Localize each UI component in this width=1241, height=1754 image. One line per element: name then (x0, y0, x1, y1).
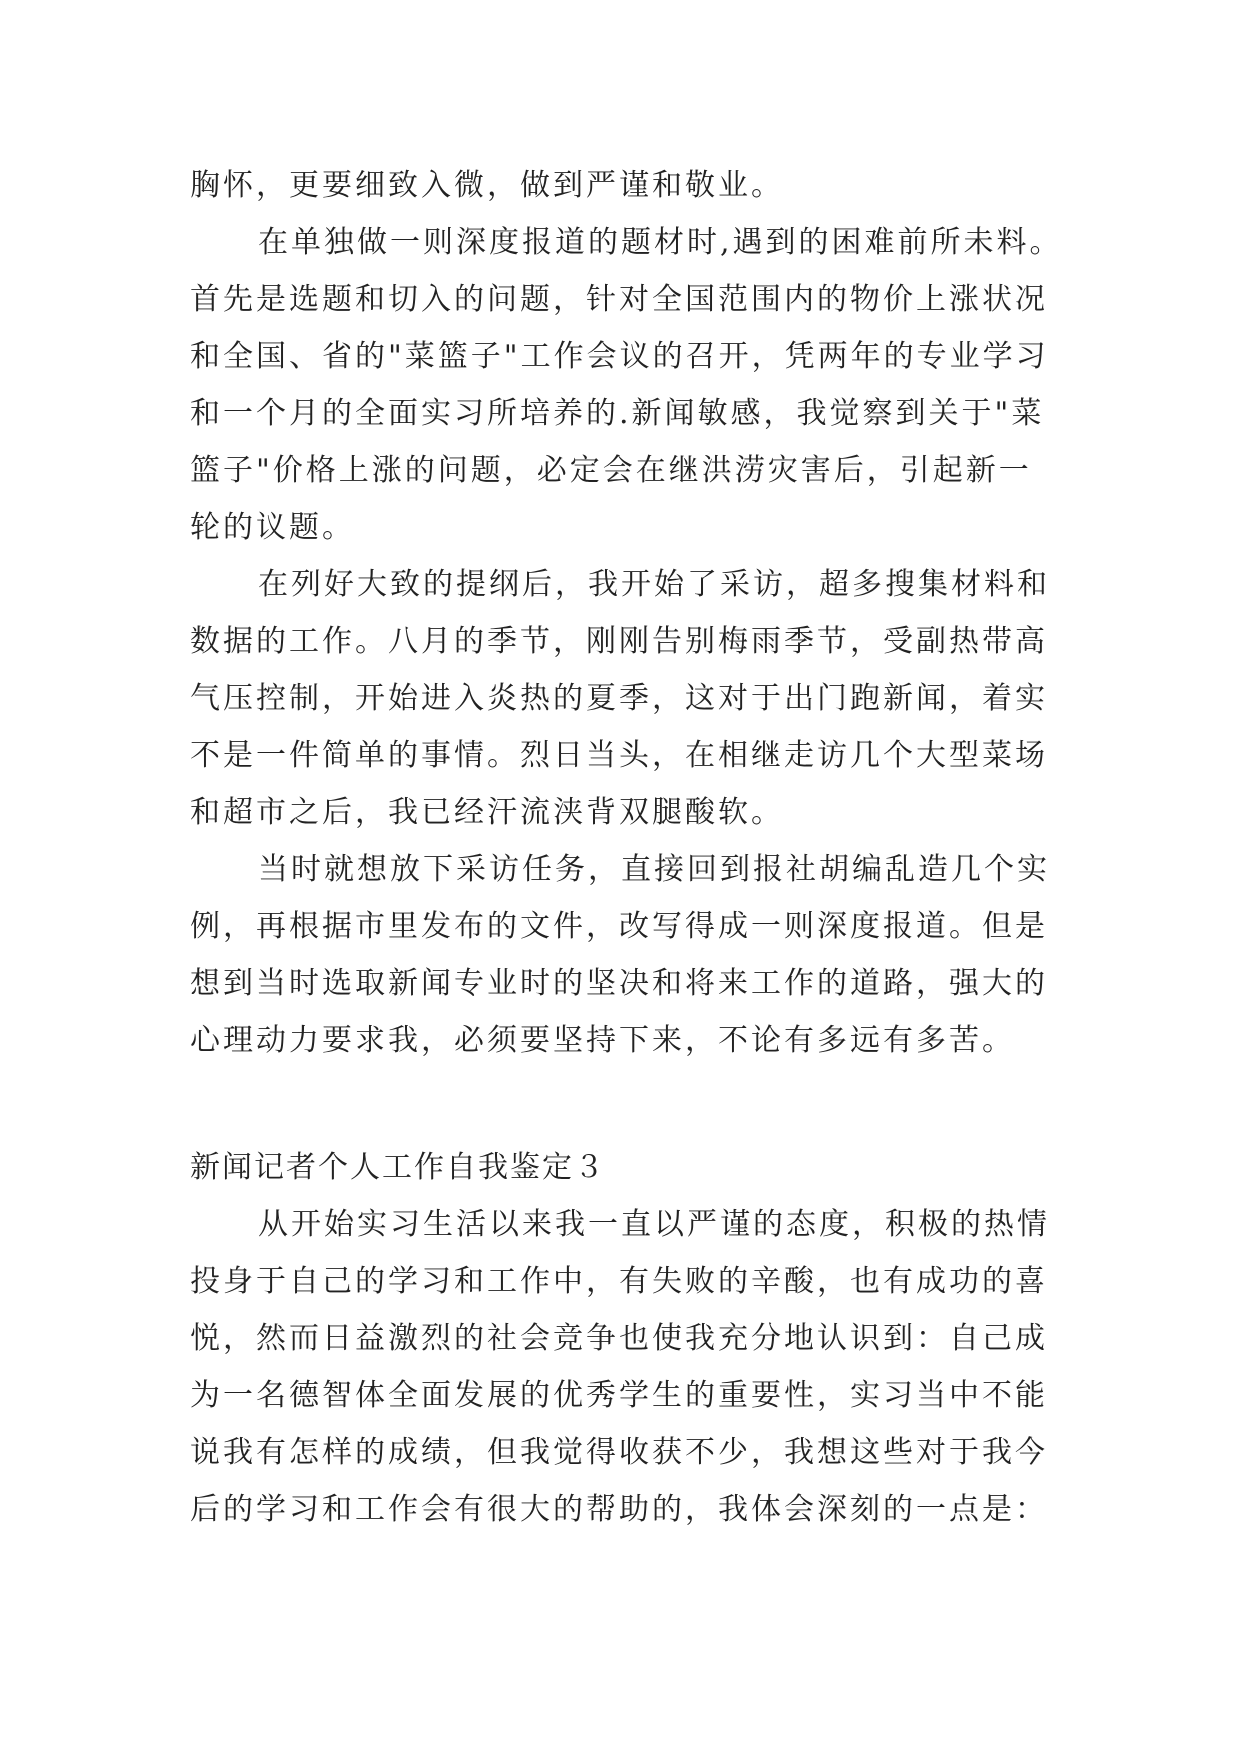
text-line: 和超市之后，我已经汗流浃背双腿酸软。 (190, 795, 784, 830)
text-line: 想到当时选取新闻专业时的坚决和将来工作的道路，强大的 (190, 966, 1048, 1001)
text-line: 不是一件简单的事情。烈日当头，在相继走访几个大型菜场 (190, 738, 1048, 773)
text-line: 在单独做一则深度报道的题材时,遇到的困难前所未料。 (258, 225, 1063, 260)
paragraph-continuation (190, 157, 1080, 214)
text-line: 说我有怎样的成绩，但我觉得收获不少，我想这些对于我今 (190, 1435, 1048, 1470)
paragraph-self-evaluation (190, 1196, 1080, 1538)
text-line: 从开始实习生活以来我一直以严谨的态度，积极的热情 (258, 1207, 1050, 1242)
text-line: 在列好大致的提纲后，我开始了采访，超多搜集材料和 (258, 567, 1050, 602)
document-body (190, 157, 1080, 1538)
text-line: 当时就想放下采访任务，直接回到报社胡编乱造几个实 (258, 852, 1050, 887)
paragraph-deep-report (190, 214, 1080, 556)
text-line: 轮的议题。 (190, 510, 355, 545)
section-heading: 新闻记者个人工作自我鉴定３ (190, 1150, 606, 1185)
text-line: 气压控制，开始进入炎热的夏季，这对于出门跑新闻，着实 (190, 681, 1048, 716)
text-line: 和全国、省的"菜篮子"工作会议的召开，凭两年的专业学习 (190, 339, 1049, 374)
text-line: 胸怀，更要细致入微，做到严谨和敬业。 (190, 168, 784, 203)
section-gap (190, 1069, 1080, 1139)
text-line: 后的学习和工作会有很大的帮助的，我体会深刻的一点是： (190, 1492, 1048, 1527)
paragraph-persistence (190, 841, 1080, 1069)
text-line: 悦，然而日益激烈的社会竞争也使我充分地认识到：自己成 (190, 1321, 1048, 1356)
text-line: 和一个月的全面实习所培养的.新闻敏感，我觉察到关于"菜 (190, 396, 1045, 431)
text-line: 投身于自己的学习和工作中，有失败的辛酸，也有成功的喜 (190, 1264, 1048, 1299)
text-line: 首先是选题和切入的问题，针对全国范围内的物价上涨状况 (190, 282, 1048, 317)
text-line: 数据的工作。八月的季节，刚刚告别梅雨季节，受副热带高 (190, 624, 1048, 659)
text-line: 心理动力要求我，必须要坚持下来，不论有多远有多苦。 (190, 1023, 1015, 1058)
text-line: 为一名德智体全面发展的优秀学生的重要性，实习当中不能 (190, 1378, 1048, 1413)
text-line: 篮子"价格上涨的问题，必定会在继洪涝灾害后，引起新一 (190, 453, 1032, 488)
text-line: 例，再根据市里发布的文件，改写得成一则深度报道。但是 (190, 909, 1048, 944)
paragraph-interview (190, 556, 1080, 841)
